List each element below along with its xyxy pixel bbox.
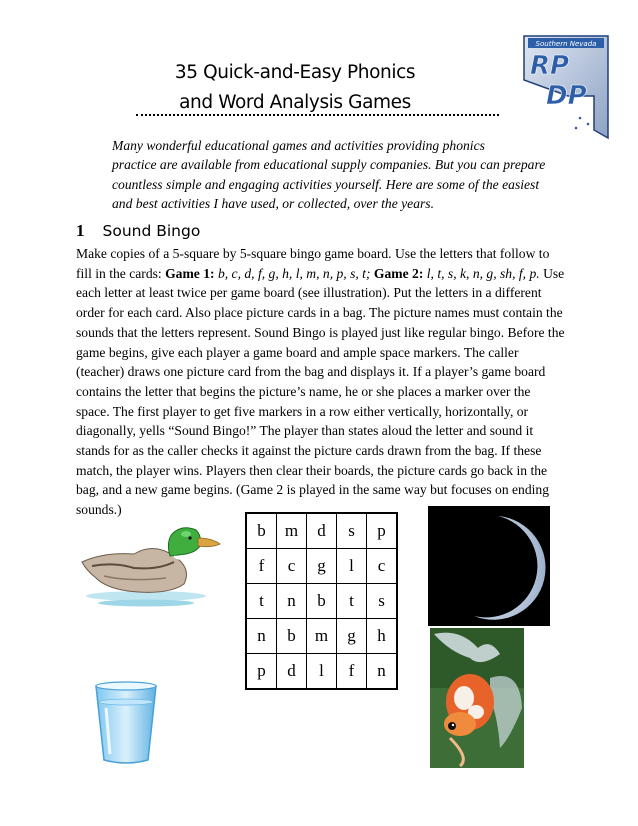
bingo-cell: b (277, 619, 307, 654)
bingo-cell: n (277, 584, 307, 619)
game1-label: Game 1: (165, 265, 215, 281)
bingo-cell: t (246, 584, 277, 619)
bingo-cell: b (307, 584, 337, 619)
bingo-board (245, 512, 398, 690)
bingo-cell: m (277, 513, 307, 549)
game2-label: Game 2: (373, 265, 424, 281)
body-intro-text: Make copies of a 5-square by 5-square bingo game board. Use the letters that follow to fill in the cards: (76, 246, 550, 281)
bingo-cell: g (307, 549, 337, 584)
game1-letters: b, c, d, f, g, h, l, m, n, p, s, t (214, 265, 366, 281)
water-glass-icon (92, 680, 160, 766)
bingo-row (246, 654, 397, 690)
bingo-row (246, 549, 397, 584)
title-line-1: 35 Quick-and-Easy Phonics (174, 62, 416, 83)
logo-top-text: Southern Nevada (535, 40, 597, 48)
section-number: 1 (76, 221, 85, 240)
bingo-cell: t (337, 584, 367, 619)
intro-line: Many wonderful educational games and activities providing phonics (112, 138, 485, 153)
section-heading (76, 221, 200, 241)
game2-letters: l, t, s, k, n, g, sh, f, p. (423, 265, 540, 281)
bingo-cell: n (367, 654, 398, 690)
bingo-cell: l (337, 549, 367, 584)
svg-text:DP: DP (546, 81, 587, 111)
bingo-cell: f (337, 654, 367, 690)
section-body (76, 244, 566, 520)
bingo-cell: g (337, 619, 367, 654)
letters-separator: ; (365, 265, 374, 281)
bingo-row (246, 619, 397, 654)
bingo-cell: h (367, 619, 398, 654)
bingo-row (246, 584, 397, 619)
bingo-cell: c (277, 549, 307, 584)
bingo-cell: b (246, 513, 277, 549)
body-rest-text: Use each letter at least twice per game board (see illustration). Put the letters in a different order for each card. Also place picture cards in a bag. The picture names must contain the sounds that the letters represent. Sound Bingo is played just like regular bingo. Before the game begins, give each player a game board and ample space markers. The caller (teacher) draws one picture card from the bag and displays it. If a player’s game board contains the letter that begins the picture’s name, he or she places a marker over the space. The first player to get five markers in a row either vertically, horizontally, or diagonally, yells “Sound Bingo!” The player than states aloud the letter and sound it stands for as the caller checks it against the picture cards drawn from the bag. If these match, the player wins. Players then clear their boards, the picture cards go back in the bag, and a new game begins. (Game 2 is played in the same way but focuses on ending sounds.) (76, 265, 565, 518)
body-paragraph (76, 244, 566, 520)
bingo-cell: m (307, 619, 337, 654)
goldfish-icon (430, 628, 524, 768)
intro-line: and best activities I have used, or collected, over the years. (112, 196, 434, 212)
bingo-cell: d (307, 513, 337, 549)
section-title: Sound Bingo (102, 222, 201, 240)
intro-line: countless simple and engaging activities yourself. Here are some of the easiest (112, 176, 540, 192)
crescent-moon-icon (428, 506, 550, 626)
intro-line: practice are available from educational supply companies. But you can prepare (112, 157, 546, 173)
bingo-cell: s (367, 584, 398, 619)
bingo-cell: p (367, 513, 398, 549)
bingo-cell: n (246, 619, 277, 654)
rpdp-logo-icon (520, 34, 612, 150)
bingo-cell: s (337, 513, 367, 549)
svg-text:RP: RP (530, 51, 570, 81)
bingo-row (246, 513, 397, 549)
bingo-cell: d (277, 654, 307, 690)
bingo-cell: l (307, 654, 337, 690)
intro-paragraph (112, 136, 562, 214)
duck-icon (74, 512, 222, 612)
bingo-cell: f (246, 549, 277, 584)
bingo-cell: p (246, 654, 277, 690)
bingo-cell: c (367, 549, 398, 584)
title-dotted-rule (136, 114, 499, 116)
title-line-2: and Word Analysis Games (179, 92, 411, 113)
